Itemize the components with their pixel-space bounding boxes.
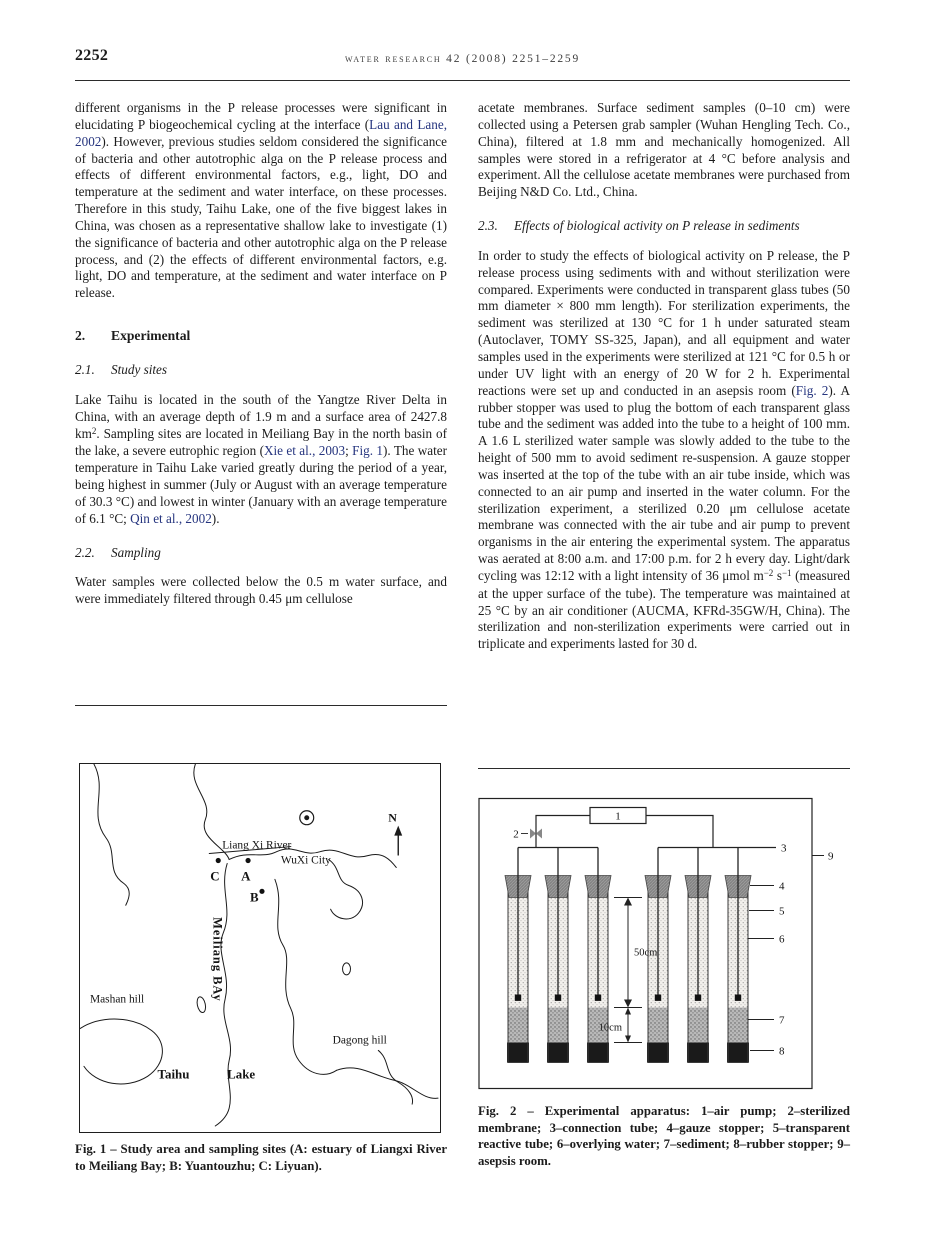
section-heading-experimental — [75, 328, 447, 345]
site-label-c: C — [210, 868, 220, 884]
text-segment: (measured at the upper surface of the tube). The temperature was maintained at 25 °C by an air conditioner (AUCMA, KFRd-35GW/H, China). The sterilization and non-sterilization experiments were carried out in triplicate and experiments lasted for 30 d. — [478, 567, 851, 652]
label-7-sediment: 7 — [779, 1014, 785, 1027]
label-8-rubber-stopper: 8 — [779, 1045, 785, 1058]
subsection-heading-biological-activity — [478, 218, 850, 235]
subsection-title: Study sites — [111, 361, 168, 377]
river-line — [94, 764, 129, 905]
coastline — [275, 879, 337, 1074]
page-number: 2252 — [75, 47, 109, 64]
label-6-overlying-water: 6 — [779, 933, 785, 946]
air-tubing — [518, 816, 776, 848]
map-label-dagong-hill: Dagong hill — [332, 1034, 387, 1047]
figure2-separator-rule — [478, 768, 850, 769]
text-segment: s — [773, 567, 782, 583]
label-5-transparent-tube: 5 — [779, 905, 785, 918]
right-column — [478, 100, 850, 653]
figure1-separator-rule — [75, 705, 447, 706]
map-label-meiliang-bay: Meiliang BAy — [210, 917, 225, 1002]
island — [196, 996, 207, 1013]
map-coastlines — [80, 764, 438, 1126]
figure2-caption: Fig. 2 – Experimental apparatus: 1–air pump; 2–sterilized membrane; 3–connection tube; 4–gauze stopper; 5–transparent reactive tube; 6–overlying water; 7–sediment; 8–rubber stopper; 9–asepsis room. — [478, 1104, 850, 1168]
paragraph-biological-activity — [478, 248, 850, 653]
site-label-a: A — [241, 868, 251, 884]
citation-link[interactable]: Fig. 2 — [795, 382, 829, 398]
citation-link[interactable]: Xie et al., 2003 — [263, 443, 346, 459]
city-symbol-icon — [304, 815, 309, 820]
text-segment: 2 — [91, 425, 97, 436]
dimension-50cm: 50cm — [634, 947, 658, 959]
text-segment: ). However, previous studies seldom considered the significance of bacteria and other autotrophic alga on the P release process and effects of different environmental factors, e.g., light, DO and temperature at the sediment and water interface, on these processes. Therefore in this study, Taihu Lake, one of the five biggest lakes in China, was chosen as a representative shallow lake to investigate (1) the significance of bacteria and other autotrophic alga on the P release process, and (2) the effects of different environmental factors, e.g. light, DO and temperature, at the sediment and water interface on P release. — [75, 133, 447, 301]
site-marker-a — [245, 858, 250, 863]
citation-link[interactable]: Lau and Lane, 2002 — [75, 116, 448, 149]
text-segment: acetate membranes. Surface sediment samples (0–10 cm) were collected using a Petersen grab sampler (Wuhan Hengling Tech. Co., China), filtered at 1.8 mm and mechanically homogenized. All samples were stored in a refrigerator at 4 °C before analysis and experiment. All the cellulose acetate membranes were purchased from Beijing N&D Co. Ltd., China. — [478, 100, 850, 200]
label-9-asepsis-room: 9 — [828, 850, 834, 863]
apparatus-canvas — [478, 797, 850, 1090]
paragraph-acetate — [478, 100, 850, 201]
map-label-taihu: Taihu — [157, 1066, 190, 1082]
sterilized-membrane-valve-icon — [530, 829, 536, 839]
map-label-lake: Lake — [227, 1066, 256, 1082]
section-number: 2. — [75, 328, 86, 344]
figure1-map — [79, 763, 441, 1133]
text-segment: ; — [345, 443, 353, 459]
text-segment: −1 — [781, 567, 792, 578]
reactive-tube — [545, 848, 571, 1063]
coastline-mashan — [80, 1019, 162, 1084]
reactive-tube — [505, 848, 531, 1063]
north-arrow-icon — [394, 826, 402, 836]
text-segment: different organisms in the P release processes were significant in elucidating P biogeochemical cycling at the interface ( — [75, 100, 447, 132]
coastline — [337, 1068, 438, 1098]
map-canvas — [80, 764, 440, 1132]
label-3-connection-tube: 3 — [781, 842, 787, 855]
subsection-number: 2.3. — [478, 218, 498, 234]
text-segment: ). — [211, 510, 220, 526]
subsection-heading-study-sites — [75, 362, 447, 379]
map-label-mashan-hill: Mashan hill — [89, 993, 145, 1006]
subsection-number: 2.1. — [75, 361, 95, 377]
running-head: water research 42 (2008) 2251–2259 — [344, 53, 581, 65]
label-2-sterilized-membrane: 2 — [513, 828, 519, 841]
dimension-10cm: 10cm — [598, 1022, 622, 1034]
paragraph-sampling — [75, 574, 447, 608]
sterilized-membrane-valve-icon — [536, 829, 542, 839]
figure2-apparatus — [478, 797, 850, 1090]
subsection-title: Effects of biological activity on P release in sediments — [514, 218, 800, 234]
subsection-heading-sampling — [75, 545, 447, 562]
header-rule — [75, 80, 850, 81]
label-4-gauze-stopper: 4 — [779, 880, 785, 893]
paragraph-intro — [75, 100, 447, 302]
subsection-title: Sampling — [111, 544, 161, 560]
coastline — [329, 859, 363, 918]
island — [343, 963, 351, 975]
text-segment: Water samples were collected below the 0.5 m water surface, and were immediately filtered through 0.45 μm cellulose — [75, 574, 447, 607]
left-column — [75, 100, 447, 608]
text-segment: ). A rubber stopper was used to plug the bottom of each transparent glass tube and the sediment was added into the tube to a height of 100 mm. A 1.6 L sterilized water sample was slowly added to the tube to the height of 500 mm to avoid sediment re-suspension. A gauze stopper was inserted at the top of the tube with an air tube inside, which was connected to an air pump and inserted in the water column. For the sterilization experiment, a sterilized 0.20 μm cellulose acetate membrane was connected with the air tube and air pump to prevent organisms in the air entering the experimental system. The apparatus was aerated at 8:00 a.m. and 17:00 p.m. for 2 h every day. Light/dark cycling was 12:12 with a light intensity of 36 μmol m — [478, 382, 850, 583]
figure1-caption: Fig. 1 – Study area and sampling sites (A: estuary of Liangxi River to Meiliang Bay; B: Yuantouzhu; C: Liyuan). — [75, 1142, 447, 1173]
map-label-wuxi-city: WuXi City — [280, 854, 331, 867]
north-label: N — [388, 810, 397, 825]
reactive-tube — [725, 848, 751, 1063]
paragraph-study-sites — [75, 392, 447, 528]
section-title: Experimental — [111, 328, 191, 344]
text-segment: In order to study the effects of biological activity on P release, the P release process using sediments with and without sterilization were compared. Experiments were conducted in transparent glass tubes (50 mm diameter × 800 mm length). For sterilization experiments, the sediment was sterilized at 130 °C for 1 h under saturated steam (Autoclaver, TOMY SS-325, Japan), and all equipment and water samples used in the experiments were sterilized at 121 °C for 0.5 h or under UV light with an energy of 20 W for 2 h. Experimental reactions were set up and conducted in an asepsis room ( — [478, 247, 850, 398]
reactive-tube — [685, 848, 711, 1063]
site-label-b: B — [250, 889, 259, 905]
text-segment: . Sampling sites are located in Meiliang Bay in the north basin of the lake, a severe eutrophic region ( — [75, 425, 447, 459]
text-segment: −2 — [763, 567, 774, 578]
site-marker-c — [216, 858, 221, 863]
dimension-marks — [614, 898, 642, 1043]
text-segment: ). The water temperature in Taihu Lake varied greatly during the period of a year, being highest in summer (July or August with an average temperature of 30.3 °C) and lowest in winter (January with an average temperature of 6.1 °C; — [75, 443, 447, 526]
label-1-air-pump: 1 — [615, 810, 621, 823]
citation-link[interactable]: Qin et al., 2002 — [130, 510, 212, 526]
subsection-number: 2.2. — [75, 544, 95, 560]
map-label-liangxi-river: Liang Xi River — [222, 839, 292, 852]
text-segment: Lake Taihu is located in the south of the Yangtze River Delta in China, with an average depth of 1.9 m and a surface area of 2427.8 km — [75, 391, 447, 441]
citation-link[interactable]: Fig. 1 — [352, 443, 384, 459]
site-marker-b — [259, 889, 264, 894]
